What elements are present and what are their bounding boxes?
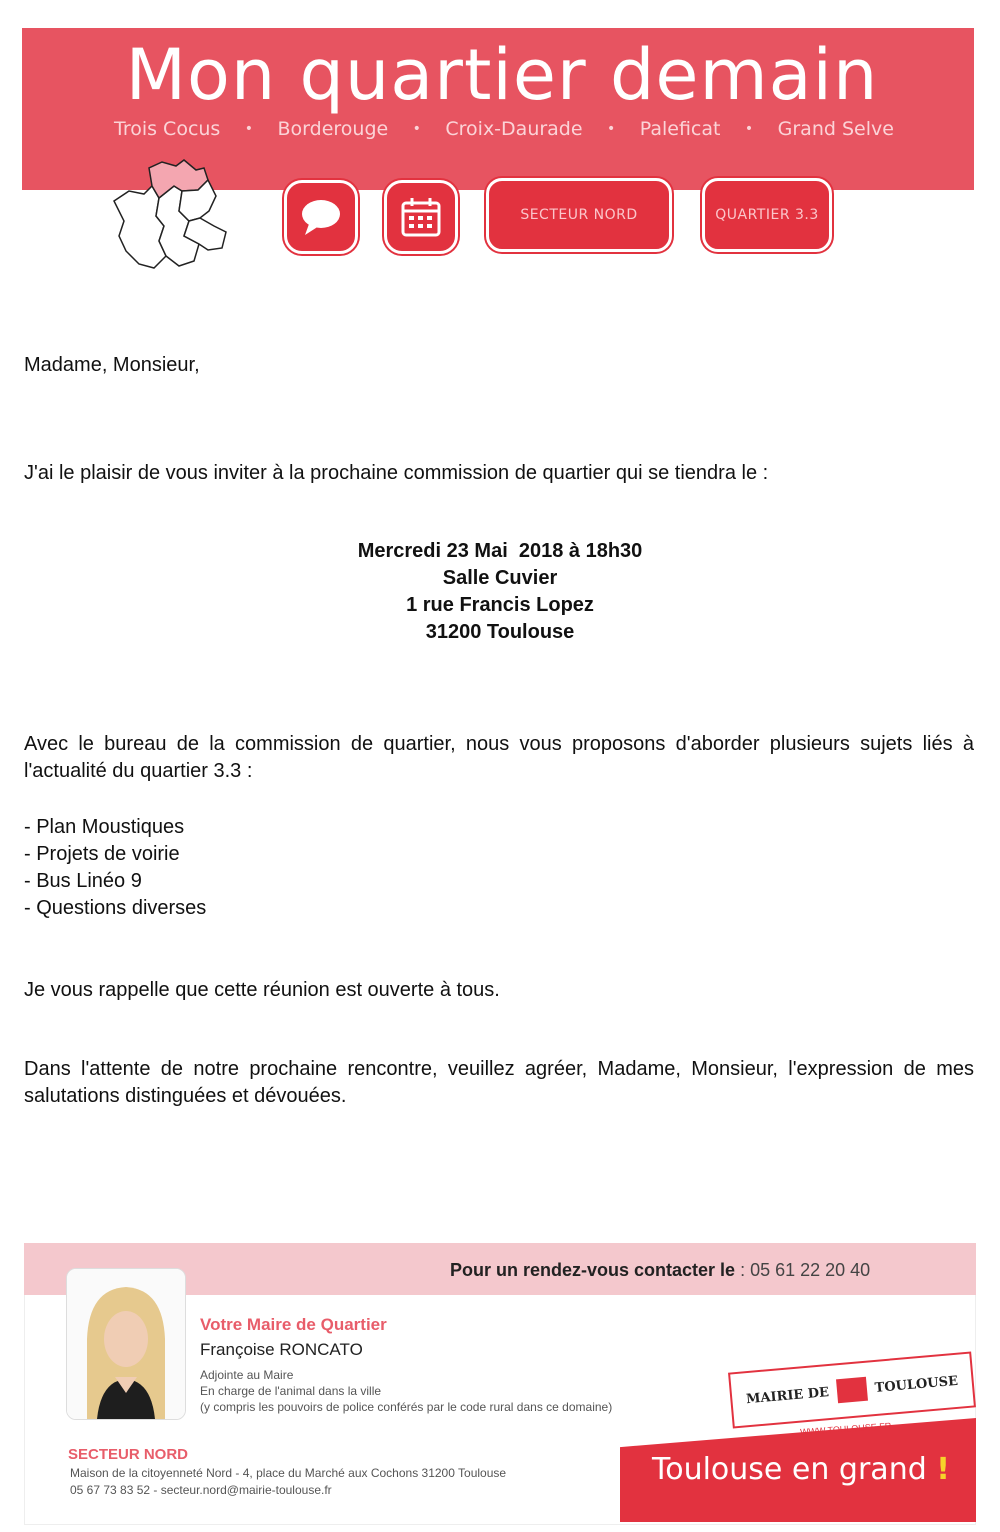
sector-title: SECTEUR NORD xyxy=(68,1446,189,1463)
sector-contact: 05 67 73 83 52 - secteur.nord@mairie-toulouse.fr xyxy=(70,1483,332,1497)
slogan-mark: ! xyxy=(936,1452,950,1487)
agenda-list xyxy=(24,814,206,922)
secteur-nord-button[interactable]: SECTEUR NORD xyxy=(486,178,672,252)
list-item: - Questions diverses xyxy=(24,897,207,919)
separator-dot: • xyxy=(244,121,254,137)
event-street: 1 rue Francis Lopez xyxy=(406,594,594,616)
neighborhood-item: Trois Cocus xyxy=(114,118,221,140)
maire-title: Votre Maire de Quartier xyxy=(200,1315,387,1334)
separator-dot: • xyxy=(412,121,421,137)
mairie-right-text: TOULOUSE xyxy=(874,1373,959,1396)
separator-dot: • xyxy=(607,121,616,137)
portrait-icon xyxy=(67,1269,185,1419)
contact-line xyxy=(450,1260,870,1281)
maire-role: Adjointe au Maire xyxy=(200,1368,294,1382)
calendar-button[interactable] xyxy=(384,180,458,254)
toulouse-cross-icon xyxy=(836,1377,868,1404)
header-title: Mon quartier demain xyxy=(125,34,879,116)
event-city: 31200 Toulouse xyxy=(425,621,575,643)
list-item: - Bus Linéo 9 xyxy=(24,870,142,892)
slogan xyxy=(652,1452,950,1487)
closing-paragraph: Dans l'attente de notre prochaine rencontre, veuillez agréer, Madame, Monsieur, l'expression de mes salutations distinguées et dévouées. xyxy=(24,1058,974,1107)
avatar xyxy=(66,1268,186,1420)
intro-paragraph: J'ai le plaisir de vous inviter à la prochaine commission de quartier qui se tiendra le : xyxy=(24,462,769,484)
event-block xyxy=(200,538,800,646)
neighborhood-item: Paleficat xyxy=(639,118,721,140)
district-map-icon xyxy=(104,156,244,276)
list-item: - Plan Moustiques xyxy=(24,816,185,838)
neighborhood-list xyxy=(114,118,894,140)
sector-address: Maison de la citoyenneté Nord - 4, place du Marché aux Cochons 31200 Toulouse xyxy=(70,1466,507,1480)
reminder-paragraph: Je vous rappelle que cette réunion est ouverte à tous. xyxy=(24,979,500,1001)
quartier-button[interactable]: QUARTIER 3.3 xyxy=(702,178,832,252)
event-date: Mercredi 23 Mai 2018 à 18h30 xyxy=(357,540,643,562)
salutation: Madame, Monsieur, xyxy=(24,354,200,376)
maire-role: (y compris les pouvoirs de police conférés par le code rural dans ce domaine) xyxy=(200,1400,613,1414)
neighborhood-item: Borderouge xyxy=(277,118,389,140)
website-link[interactable]: WWW.TOULOUSE.FR xyxy=(799,1420,892,1438)
mairie-left-text: MAIRIE DE xyxy=(745,1384,830,1407)
speech-bubble-icon xyxy=(299,197,343,237)
contact-phone: : 05 61 22 20 40 xyxy=(740,1260,871,1280)
agenda-intro: Avec le bureau de la commission de quartier, nous vous proposons d'aborder plusieurs sujets liés à l'actualité du quartier 3.3 : xyxy=(24,733,974,782)
slogan-text: Toulouse en grand xyxy=(652,1452,927,1487)
list-item: - Projets de voirie xyxy=(24,843,180,865)
neighborhood-item: Grand Selve xyxy=(777,118,894,140)
separator-dot: • xyxy=(744,121,754,137)
maire-name: Françoise RONCATO xyxy=(200,1340,363,1359)
neighborhood-item: Croix-Daurade xyxy=(445,118,583,140)
maire-role: En charge de l'animal dans la ville xyxy=(200,1384,382,1398)
contact-label: Pour un rendez-vous contacter le xyxy=(450,1260,736,1280)
event-venue: Salle Cuvier xyxy=(442,567,558,589)
calendar-icon xyxy=(400,196,442,238)
chat-button[interactable] xyxy=(284,180,358,254)
